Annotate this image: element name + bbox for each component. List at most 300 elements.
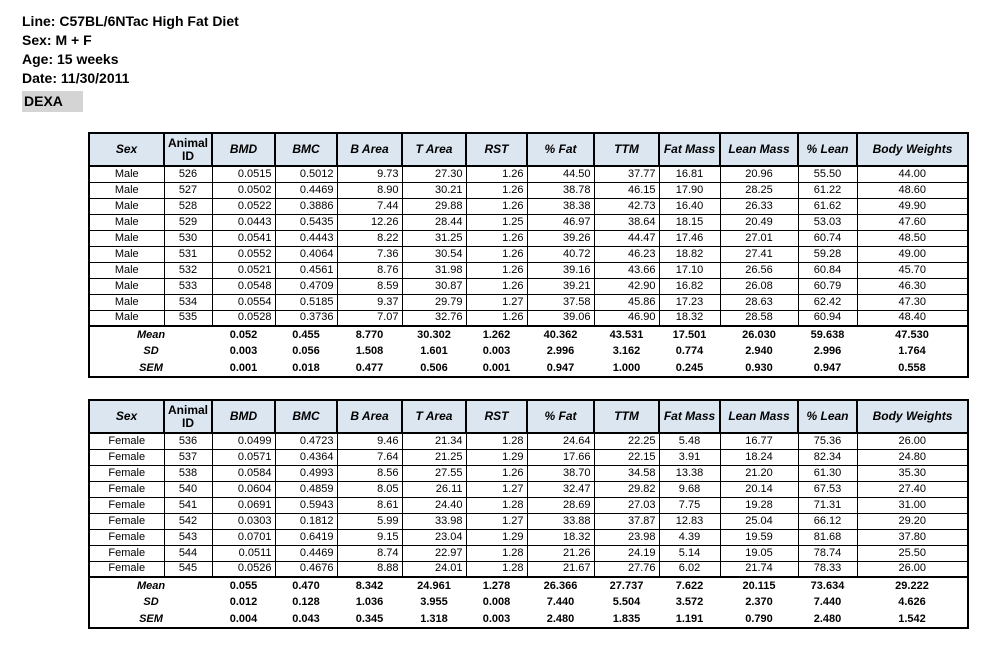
table-cell: 7.64 xyxy=(337,449,402,465)
table-cell: 32.47 xyxy=(527,481,594,497)
table-cell: 16.40 xyxy=(659,198,720,214)
table-row xyxy=(89,310,968,326)
table-cell: 0.0528 xyxy=(212,310,275,326)
table-cell: 62.42 xyxy=(798,294,857,310)
male-dexa-table xyxy=(88,132,969,378)
table-cell: 37.80 xyxy=(857,529,968,545)
table-cell: 0.0511 xyxy=(212,545,275,561)
table-cell: 22.97 xyxy=(402,545,466,561)
table-cell: 37.77 xyxy=(594,166,659,182)
table-cell: 28.58 xyxy=(720,310,798,326)
table-cell: 28.44 xyxy=(402,214,466,230)
table-cell: 27.41 xyxy=(720,246,798,262)
table-cell: 45.86 xyxy=(594,294,659,310)
age-info: Age: 15 weeks xyxy=(22,51,119,67)
table-cell: 13.38 xyxy=(659,465,720,481)
summary-value: 8.342 xyxy=(337,577,402,594)
table-cell: 28.25 xyxy=(720,182,798,198)
summary-value: 73.634 xyxy=(798,577,857,594)
table-row xyxy=(89,513,968,529)
table-cell: 0.4469 xyxy=(275,182,337,198)
table-cell: 1.27 xyxy=(466,294,527,310)
column-header: BMC xyxy=(275,133,337,166)
table-cell: 59.28 xyxy=(798,246,857,262)
table-cell: 42.73 xyxy=(594,198,659,214)
table-body xyxy=(89,433,968,577)
summary-value: 0.506 xyxy=(420,361,448,374)
summary-label: SD xyxy=(143,345,159,357)
table-cell: 540 xyxy=(164,481,212,497)
summary-row xyxy=(89,577,968,594)
table-cell: 9.15 xyxy=(337,529,402,545)
column-header: BMC xyxy=(275,400,337,433)
table-cell: 44.50 xyxy=(527,166,594,182)
summary-value: 27.737 xyxy=(594,577,659,594)
table-cell: 0.0521 xyxy=(212,262,275,278)
table-cell: 9.37 xyxy=(337,294,402,310)
table-cell: 4.39 xyxy=(659,529,720,545)
table-cell: 1.26 xyxy=(466,230,527,246)
table-cell: 38.78 xyxy=(527,182,594,198)
table-cell: 18.32 xyxy=(527,529,594,545)
table-cell: 24.80 xyxy=(857,449,968,465)
table-cell: Male xyxy=(89,230,164,246)
table-cell: 29.20 xyxy=(857,513,968,529)
table-cell: 0.6419 xyxy=(275,529,337,545)
table-cell: 71.31 xyxy=(798,497,857,513)
table-cell: 8.22 xyxy=(337,230,402,246)
table-cell: 0.0541 xyxy=(212,230,275,246)
table-cell: 1.26 xyxy=(466,262,527,278)
table-cell: 40.72 xyxy=(527,246,594,262)
summary-value: 0.012 xyxy=(229,596,258,608)
summary-value: 0.043 xyxy=(292,612,320,625)
table-cell: 81.68 xyxy=(798,529,857,545)
table-cell: Male xyxy=(89,198,164,214)
table-cell: 26.08 xyxy=(720,278,798,294)
summary-value: 7.440 xyxy=(546,596,575,608)
table-cell: 24.40 xyxy=(402,497,466,513)
summary-value: 26.030 xyxy=(720,326,798,343)
table-cell: 1.25 xyxy=(466,214,527,230)
summary-value: 0.003 xyxy=(229,345,258,357)
summary-row xyxy=(89,360,968,377)
summary-value: 0.004 xyxy=(229,612,258,625)
table-cell: 17.66 xyxy=(527,449,594,465)
summary-value: 0.055 xyxy=(212,577,275,594)
table-cell: 67.53 xyxy=(798,481,857,497)
table-cell: 48.60 xyxy=(857,182,968,198)
summary-value: 8.770 xyxy=(337,326,402,343)
column-header: Body Weights xyxy=(857,400,968,433)
summary-value: 0.774 xyxy=(675,345,704,357)
table-cell: 526 xyxy=(164,166,212,182)
summary-value: 1.191 xyxy=(675,612,704,625)
table-cell: 19.59 xyxy=(720,529,798,545)
table-cell: 9.73 xyxy=(337,166,402,182)
summary-value: 0.003 xyxy=(482,345,511,357)
summary-value: 43.531 xyxy=(594,326,659,343)
summary-label: Mean xyxy=(89,326,212,343)
table-cell: 0.4064 xyxy=(275,246,337,262)
table-cell: 26.11 xyxy=(402,481,466,497)
table-cell: 532 xyxy=(164,262,212,278)
table-cell: 0.1812 xyxy=(275,513,337,529)
table-cell: 0.0522 xyxy=(212,198,275,214)
table-cell: 20.14 xyxy=(720,481,798,497)
table-cell: 0.4443 xyxy=(275,230,337,246)
table-cell: 0.4709 xyxy=(275,278,337,294)
table-cell: 20.49 xyxy=(720,214,798,230)
table-cell: 17.90 xyxy=(659,182,720,198)
table-cell: 44.00 xyxy=(857,166,968,182)
table-cell: 60.84 xyxy=(798,262,857,278)
table-cell: Female xyxy=(89,433,164,449)
table-cell: 0.5012 xyxy=(275,166,337,182)
table-cell: 78.74 xyxy=(798,545,857,561)
column-header: TTM xyxy=(594,400,659,433)
table-cell: 37.58 xyxy=(527,294,594,310)
table-cell: Female xyxy=(89,545,164,561)
table-cell: 29.82 xyxy=(594,481,659,497)
table-cell: 43.66 xyxy=(594,262,659,278)
table-cell: 61.62 xyxy=(798,198,857,214)
table-cell: 28.63 xyxy=(720,294,798,310)
table-cell: 33.98 xyxy=(402,513,466,529)
table-cell: 61.22 xyxy=(798,182,857,198)
table-cell: 33.88 xyxy=(527,513,594,529)
table-body xyxy=(89,166,968,326)
table-cell: 29.79 xyxy=(402,294,466,310)
summary-value: 0.001 xyxy=(482,361,511,374)
summary-value: 20.115 xyxy=(720,577,798,594)
table-cell: 0.4723 xyxy=(275,433,337,449)
summary-row xyxy=(89,326,968,343)
table-cell: Female xyxy=(89,561,164,577)
table-cell: Female xyxy=(89,529,164,545)
table-cell: 0.0443 xyxy=(212,214,275,230)
table-cell: 47.30 xyxy=(857,294,968,310)
table-cell: 46.30 xyxy=(857,278,968,294)
column-header: % Lean xyxy=(798,133,857,166)
summary-value: 0.001 xyxy=(229,361,258,374)
column-header: BMD xyxy=(212,400,275,433)
table-cell: 46.97 xyxy=(527,214,594,230)
table-cell: 8.56 xyxy=(337,465,402,481)
table-cell: 44.47 xyxy=(594,230,659,246)
summary-value: 2.996 xyxy=(813,345,842,357)
table-row xyxy=(89,262,968,278)
column-header: RST xyxy=(466,133,527,166)
table-cell: 1.26 xyxy=(466,465,527,481)
column-header: B Area xyxy=(337,133,402,166)
table-cell: 39.26 xyxy=(527,230,594,246)
column-header: Lean Mass xyxy=(720,133,798,166)
table-cell: 0.0515 xyxy=(212,166,275,182)
column-header: Fat Mass xyxy=(659,400,720,433)
table-cell: 5.14 xyxy=(659,545,720,561)
table-cell: 38.38 xyxy=(527,198,594,214)
table-cell: 5.48 xyxy=(659,433,720,449)
summary-value: 0.947 xyxy=(546,361,575,374)
table-cell: 533 xyxy=(164,278,212,294)
table-cell: 30.21 xyxy=(402,182,466,198)
summary-value: 3.955 xyxy=(420,596,448,608)
summary-value: 2.996 xyxy=(546,345,575,357)
summary-value: 2.480 xyxy=(546,612,575,625)
column-header: T Area xyxy=(402,133,466,166)
table-row xyxy=(89,545,968,561)
summary-value: 0.558 xyxy=(898,361,926,374)
table-cell: Female xyxy=(89,449,164,465)
table-cell: 21.67 xyxy=(527,561,594,577)
table-cell: 21.25 xyxy=(402,449,466,465)
table-cell: 7.75 xyxy=(659,497,720,513)
summary-value: 17.501 xyxy=(659,326,720,343)
summary-value: 2.480 xyxy=(813,612,842,625)
summary-value: 0.455 xyxy=(275,326,337,343)
table-cell: 544 xyxy=(164,545,212,561)
table-row xyxy=(89,182,968,198)
table-cell: 26.33 xyxy=(720,198,798,214)
table-cell: Female xyxy=(89,481,164,497)
table-row xyxy=(89,198,968,214)
table-cell: 543 xyxy=(164,529,212,545)
table-cell: 537 xyxy=(164,449,212,465)
table-cell: 45.70 xyxy=(857,262,968,278)
table-cell: 1.26 xyxy=(466,246,527,262)
table-cell: 27.76 xyxy=(594,561,659,577)
table-cell: 47.60 xyxy=(857,214,968,230)
summary-value: 1.508 xyxy=(355,345,384,357)
summary-row xyxy=(89,594,968,611)
table-cell: Male xyxy=(89,278,164,294)
table-cell: 31.98 xyxy=(402,262,466,278)
table-row xyxy=(89,433,968,449)
table-cell: 542 xyxy=(164,513,212,529)
table-cell: 27.30 xyxy=(402,166,466,182)
line-info: Line: C57BL/6NTac High Fat Diet xyxy=(22,13,239,29)
summary-value: 7.622 xyxy=(659,577,720,594)
table-row xyxy=(89,278,968,294)
summary-label: SEM xyxy=(139,361,163,374)
table-cell: 9.68 xyxy=(659,481,720,497)
column-header: % Lean xyxy=(798,400,857,433)
summary-value: 0.245 xyxy=(675,361,704,374)
column-header: Body Weights xyxy=(857,133,968,166)
column-header: T Area xyxy=(402,400,466,433)
column-header: % Fat xyxy=(527,133,594,166)
summary-value: 0.056 xyxy=(292,345,320,357)
table-row xyxy=(89,449,968,465)
table-cell: 27.40 xyxy=(857,481,968,497)
table-cell: 46.15 xyxy=(594,182,659,198)
summary-row xyxy=(89,611,968,628)
female-dexa-table xyxy=(88,399,969,629)
table-cell: 0.3886 xyxy=(275,198,337,214)
table-cell: 16.82 xyxy=(659,278,720,294)
table-cell: 1.28 xyxy=(466,545,527,561)
table-cell: Female xyxy=(89,497,164,513)
table-summary xyxy=(89,326,968,377)
summary-value: 1.036 xyxy=(355,596,384,608)
summary-value: 0.345 xyxy=(355,612,384,625)
table-cell: 0.0303 xyxy=(212,513,275,529)
summary-value: 1.835 xyxy=(612,612,641,625)
table-cell: 1.26 xyxy=(466,310,527,326)
table-cell: 28.69 xyxy=(527,497,594,513)
table-row xyxy=(89,166,968,182)
table-cell: 27.55 xyxy=(402,465,466,481)
table-cell: Male xyxy=(89,214,164,230)
table-cell: 0.0571 xyxy=(212,449,275,465)
table-cell: 22.25 xyxy=(594,433,659,449)
table-row xyxy=(89,465,968,481)
table-cell: 23.04 xyxy=(402,529,466,545)
table-cell: 1.27 xyxy=(466,481,527,497)
column-header: Sex xyxy=(89,400,164,433)
table-cell: 1.29 xyxy=(466,529,527,545)
summary-row xyxy=(89,343,968,360)
table-cell: Female xyxy=(89,513,164,529)
table-cell: 16.77 xyxy=(720,433,798,449)
table-cell: 12.83 xyxy=(659,513,720,529)
table-cell: 75.36 xyxy=(798,433,857,449)
table-cell: 12.26 xyxy=(337,214,402,230)
summary-value: 5.504 xyxy=(612,596,641,608)
table-cell: Male xyxy=(89,182,164,198)
summary-value: 59.638 xyxy=(798,326,857,343)
table-cell: 49.90 xyxy=(857,198,968,214)
column-header: Sex xyxy=(89,133,164,166)
table-cell: 535 xyxy=(164,310,212,326)
table-cell: 7.36 xyxy=(337,246,402,262)
table-cell: 0.0604 xyxy=(212,481,275,497)
table-cell: 6.02 xyxy=(659,561,720,577)
summary-value: 3.572 xyxy=(675,596,704,608)
table-cell: Male xyxy=(89,310,164,326)
table-cell: 39.16 xyxy=(527,262,594,278)
summary-value: 0.052 xyxy=(212,326,275,343)
table-cell: 20.96 xyxy=(720,166,798,182)
table-cell: 8.05 xyxy=(337,481,402,497)
table-cell: 21.20 xyxy=(720,465,798,481)
table-cell: 24.01 xyxy=(402,561,466,577)
table-cell: 66.12 xyxy=(798,513,857,529)
table-cell: 30.87 xyxy=(402,278,466,294)
table-cell: 27.03 xyxy=(594,497,659,513)
table-row xyxy=(89,214,968,230)
summary-label: Mean xyxy=(89,577,212,594)
table-cell: 21.26 xyxy=(527,545,594,561)
summary-value: 4.626 xyxy=(898,596,926,608)
table-cell: 8.61 xyxy=(337,497,402,513)
table-cell: 1.28 xyxy=(466,497,527,513)
table-cell: 8.76 xyxy=(337,262,402,278)
summary-value: 0.790 xyxy=(745,612,773,625)
table-cell: 60.94 xyxy=(798,310,857,326)
summary-value: 30.302 xyxy=(402,326,466,343)
table-cell: 39.21 xyxy=(527,278,594,294)
table-row xyxy=(89,497,968,513)
table-cell: 0.0584 xyxy=(212,465,275,481)
table-cell: 46.23 xyxy=(594,246,659,262)
table-cell: 1.26 xyxy=(466,278,527,294)
summary-value: 1.601 xyxy=(420,345,448,357)
table-cell: 7.44 xyxy=(337,198,402,214)
summary-value: 0.128 xyxy=(292,596,320,608)
table-cell: 25.50 xyxy=(857,545,968,561)
table-cell: 1.26 xyxy=(466,182,527,198)
table-cell: 7.07 xyxy=(337,310,402,326)
table-row xyxy=(89,529,968,545)
table-summary xyxy=(89,577,968,628)
table-row xyxy=(89,230,968,246)
table-cell: 61.30 xyxy=(798,465,857,481)
summary-value: 1.318 xyxy=(420,612,448,625)
table-cell: 0.4561 xyxy=(275,262,337,278)
table-cell: 18.82 xyxy=(659,246,720,262)
summary-value: 1.278 xyxy=(466,577,527,594)
table-cell: 1.29 xyxy=(466,449,527,465)
table-cell: 18.32 xyxy=(659,310,720,326)
table-cell: 527 xyxy=(164,182,212,198)
summary-value: 0.930 xyxy=(745,361,773,374)
table-cell: 39.06 xyxy=(527,310,594,326)
summary-value: 1.000 xyxy=(612,361,641,374)
table-cell: 26.00 xyxy=(857,561,968,577)
table-header xyxy=(89,400,968,433)
table-cell: 26.56 xyxy=(720,262,798,278)
table-cell: 530 xyxy=(164,230,212,246)
table-cell: 0.0701 xyxy=(212,529,275,545)
column-header: % Fat xyxy=(527,400,594,433)
table-cell: 0.4676 xyxy=(275,561,337,577)
table-cell: 534 xyxy=(164,294,212,310)
table-cell: 46.90 xyxy=(594,310,659,326)
table-cell: 1.26 xyxy=(466,166,527,182)
table-cell: 19.28 xyxy=(720,497,798,513)
table-cell: 78.33 xyxy=(798,561,857,577)
table-cell: 0.0502 xyxy=(212,182,275,198)
table-cell: 0.4469 xyxy=(275,545,337,561)
table-cell: Male xyxy=(89,166,164,182)
column-header: Animal ID xyxy=(164,133,212,166)
header-row xyxy=(89,133,968,166)
table-cell: 541 xyxy=(164,497,212,513)
summary-value: 1.542 xyxy=(898,612,926,625)
summary-value: 1.764 xyxy=(898,345,926,357)
column-header: RST xyxy=(466,400,527,433)
table-cell: 3.91 xyxy=(659,449,720,465)
table-cell: Male xyxy=(89,246,164,262)
table-cell: 0.5943 xyxy=(275,497,337,513)
table-cell: Female xyxy=(89,465,164,481)
table-cell: 1.26 xyxy=(466,198,527,214)
table-cell: 531 xyxy=(164,246,212,262)
summary-value: 26.366 xyxy=(527,577,594,594)
table-cell: 24.64 xyxy=(527,433,594,449)
column-header: BMD xyxy=(212,133,275,166)
table-cell: 60.74 xyxy=(798,230,857,246)
summary-value: 2.370 xyxy=(745,596,773,608)
table-cell: 545 xyxy=(164,561,212,577)
table-cell: 5.99 xyxy=(337,513,402,529)
table-cell: 53.03 xyxy=(798,214,857,230)
table-cell: 31.00 xyxy=(857,497,968,513)
table-cell: 49.00 xyxy=(857,246,968,262)
summary-value: 7.440 xyxy=(813,596,842,608)
